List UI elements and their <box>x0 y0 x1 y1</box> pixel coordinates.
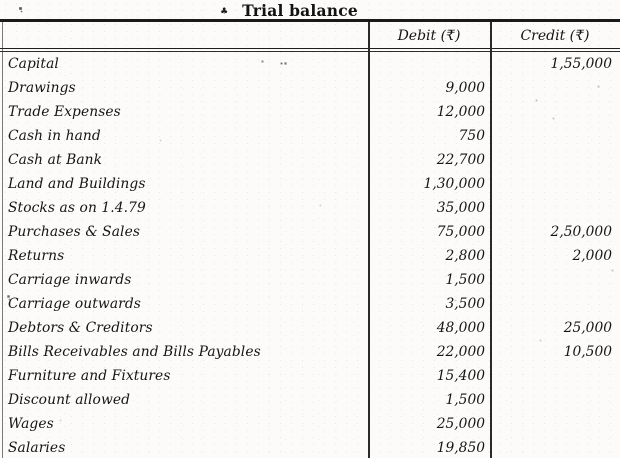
debit-amount: 1,30,000 <box>423 175 485 192</box>
account-name: Salaries <box>8 439 66 456</box>
table-body <box>0 52 620 460</box>
credit-amount <box>490 136 620 137</box>
account-name: Returns <box>8 247 65 264</box>
account-name: Cash in hand <box>8 127 101 144</box>
table-row <box>0 268 620 292</box>
debit-amount: 2,800 <box>445 247 485 264</box>
debit-amount: 22,000 <box>436 343 485 360</box>
credit-amount <box>490 112 620 113</box>
scan-noise <box>0 0 1 1</box>
debit-amount: 1,500 <box>445 391 485 408</box>
debit-amount: 35,000 <box>436 199 485 216</box>
debit-amount: 750 <box>458 127 485 144</box>
table-row <box>0 388 620 412</box>
credit-amount <box>490 208 620 209</box>
account-name: Discount allowed <box>8 391 131 408</box>
credit-amount <box>490 376 620 377</box>
table-caption <box>0 1 620 20</box>
account-name: Drawings <box>8 79 76 96</box>
table-vertical-rule-2 <box>490 22 492 458</box>
account-name: Furniture and Fixtures <box>8 367 171 384</box>
credit-amount: 1,55,000 <box>550 55 612 72</box>
account-name: Carriage inwards <box>8 271 132 288</box>
credit-amount <box>490 304 620 305</box>
account-name: Stocks as on 1.4.79 <box>8 199 146 216</box>
credit-amount <box>490 184 620 185</box>
trial-balance-table <box>0 19 620 458</box>
table-row <box>0 148 620 172</box>
account-name: Carriage outwards <box>8 295 141 312</box>
table-row <box>0 364 620 388</box>
debit-amount: 9,000 <box>445 79 485 96</box>
debit-amount: 48,000 <box>436 319 485 336</box>
page-title: Trial balance <box>242 1 358 20</box>
account-name: Debtors & Creditors <box>8 319 153 336</box>
table-row <box>0 52 620 76</box>
table-row <box>0 412 620 436</box>
title-marker-icon: ♣ <box>220 7 229 17</box>
credit-amount <box>490 88 620 89</box>
table-row <box>0 436 620 460</box>
debit-amount: 15,400 <box>436 367 485 384</box>
table-row <box>0 100 620 124</box>
table-row <box>0 340 620 364</box>
credit-amount <box>490 424 620 425</box>
table-row <box>0 124 620 148</box>
table-row <box>0 292 620 316</box>
credit-amount <box>490 400 620 401</box>
particulars-header-empty <box>0 34 368 36</box>
column-header-debit: Debit (₹) <box>397 28 461 44</box>
column-header-credit: Credit (₹) <box>520 28 590 44</box>
account-name: Trade Expenses <box>8 103 121 120</box>
credit-amount <box>490 448 620 449</box>
debit-amount: 75,000 <box>436 223 485 240</box>
table-row <box>0 76 620 100</box>
credit-amount <box>490 280 620 281</box>
credit-amount: 2,000 <box>572 247 612 264</box>
table-header-row <box>0 22 620 48</box>
debit-amount <box>368 64 490 65</box>
account-name: Capital <box>8 55 59 72</box>
debit-amount: 12,000 <box>436 103 485 120</box>
debit-amount: 3,500 <box>445 295 485 312</box>
table-vertical-rule-1 <box>368 22 370 458</box>
table-row <box>0 244 620 268</box>
account-name: Cash at Bank <box>8 151 103 168</box>
account-name: Wages <box>8 415 54 432</box>
credit-amount <box>490 160 620 161</box>
debit-amount: 19,850 <box>436 439 485 456</box>
debit-amount: 1,500 <box>445 271 485 288</box>
debit-amount: 25,000 <box>436 415 485 432</box>
table-left-border <box>2 22 3 458</box>
credit-amount: 2,50,000 <box>550 223 612 240</box>
table-row <box>0 220 620 244</box>
account-name: Bills Receivables and Bills Payables <box>8 343 261 360</box>
account-name: Purchases & Sales <box>8 223 141 240</box>
account-name: Land and Buildings <box>8 175 146 192</box>
table-row <box>0 316 620 340</box>
table-row <box>0 172 620 196</box>
table-row <box>0 196 620 220</box>
debit-amount: 22,700 <box>436 151 485 168</box>
credit-amount: 25,000 <box>563 319 612 336</box>
credit-amount: 10,500 <box>563 343 612 360</box>
